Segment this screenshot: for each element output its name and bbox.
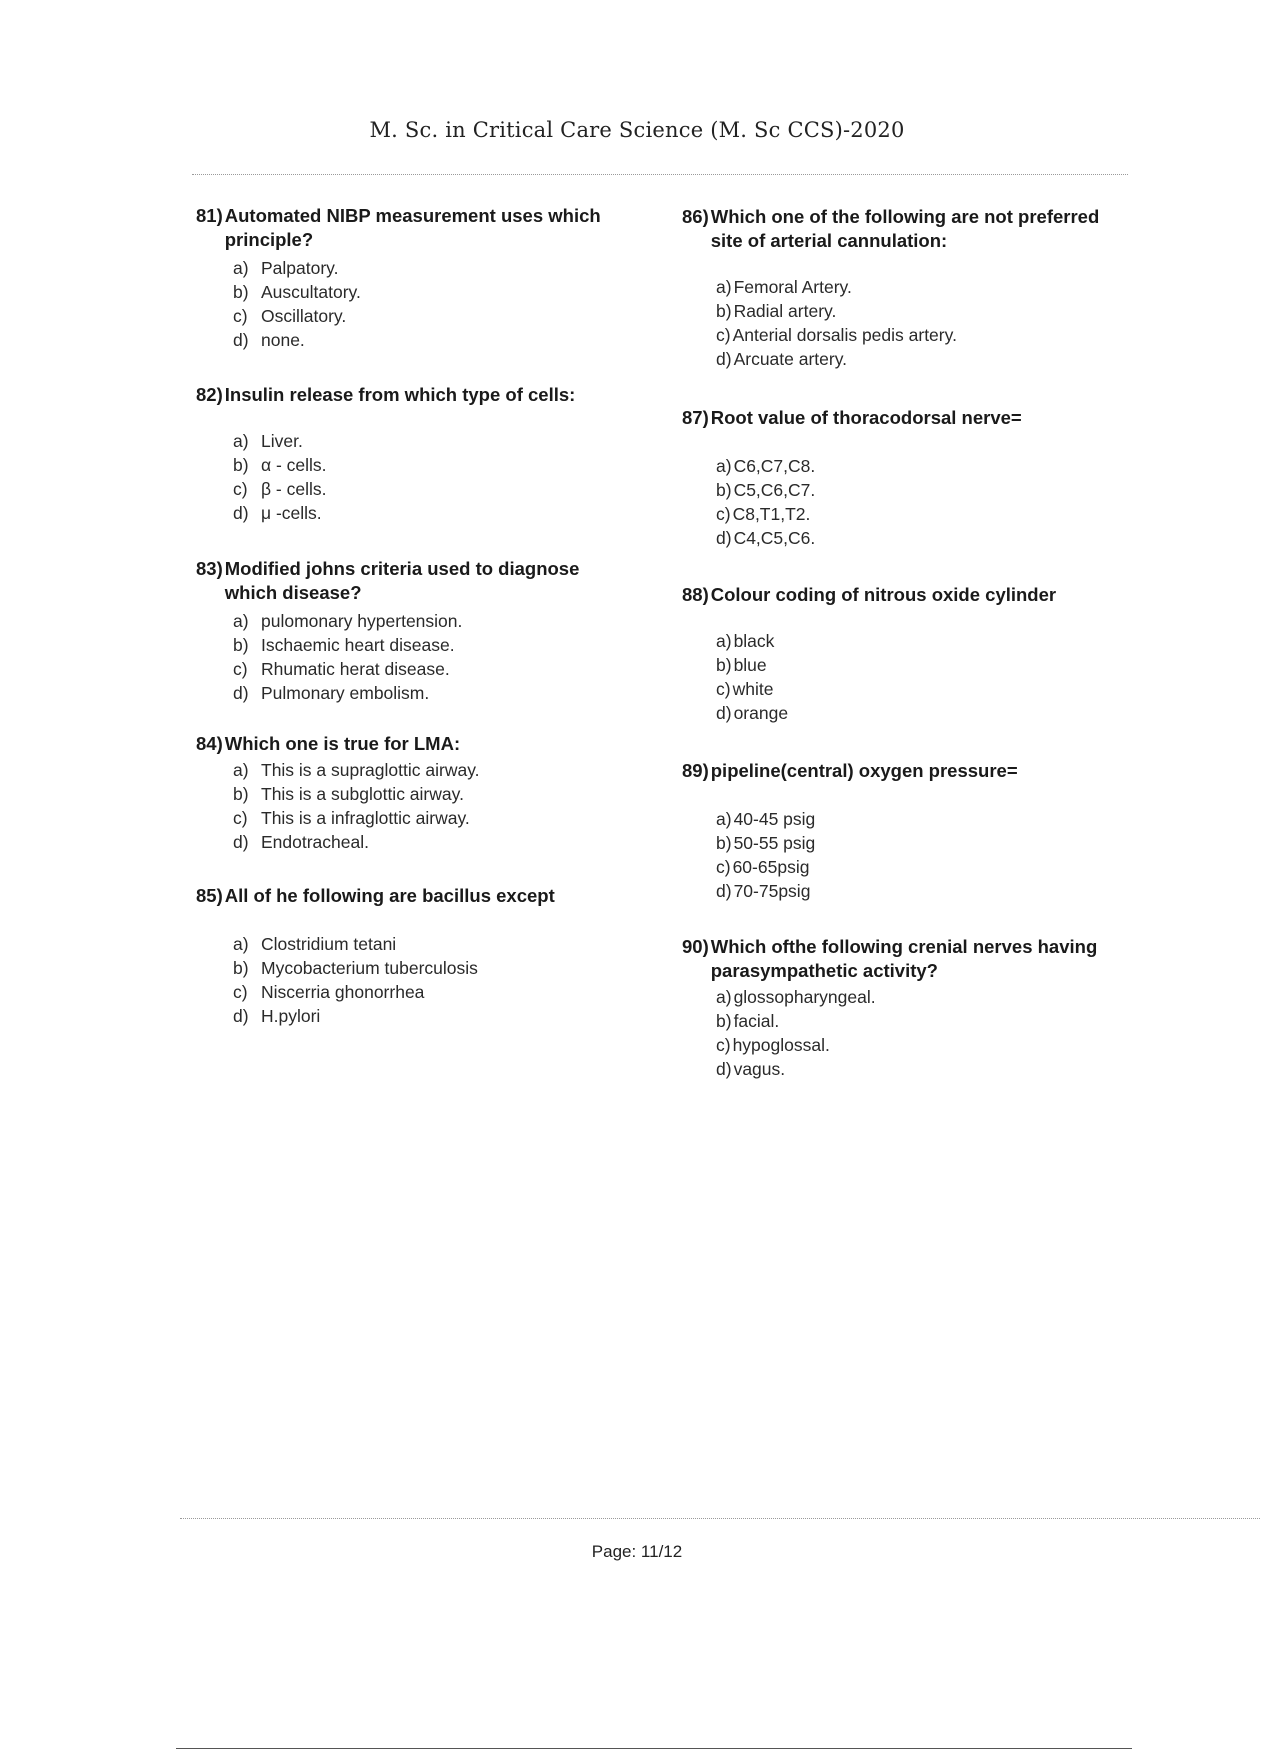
option-b: b) α - cells. (233, 455, 327, 475)
option-b: b) Radial artery. (716, 301, 837, 321)
option-b: b) C5,C6,C7. (716, 480, 816, 500)
option-b: b) 50-55 psig (716, 833, 816, 853)
question-88 (682, 583, 1142, 725)
option-b: b) facial. (716, 1011, 780, 1031)
option-a: a) Clostridium tetani (233, 934, 397, 954)
option-d: d) none. (233, 330, 305, 350)
option-d: d) Pulmonary embolism. (233, 683, 430, 703)
question-number: 84) (196, 733, 223, 754)
question-text: All of he following are bacillus except (224, 885, 555, 906)
option-c: c) Niscerria ghonorrhea (233, 982, 425, 1002)
question-number: 82) (196, 384, 223, 405)
option-d: d) 70-75psig (716, 881, 811, 901)
option-d: d) μ -cells. (233, 503, 322, 523)
question-text: pipeline(central) oxygen pressure= (710, 760, 1018, 781)
question-87 (682, 406, 1142, 550)
option-a: a) Femoral Artery. (716, 277, 852, 297)
option-c: c) β - cells. (233, 479, 327, 499)
option-d: d) orange (716, 703, 789, 723)
option-a: a) pulomonary hypertension. (233, 611, 463, 631)
question-86 (682, 205, 1142, 371)
option-c: c) This is a infraglottic airway. (233, 808, 470, 828)
question-number: 88) (682, 584, 709, 605)
option-d: d) H.pylori (233, 1006, 321, 1026)
option-b: b) Mycobacterium tuberculosis (233, 958, 478, 978)
option-c: c) white (716, 679, 774, 699)
option-a: a) Liver. (233, 431, 303, 451)
option-b: b) Ischaemic heart disease. (233, 635, 455, 655)
question-number: 83) (196, 558, 223, 579)
bottom-edge-line (176, 1748, 1132, 1749)
question-text: Colour coding of nitrous oxide cylinder (710, 584, 1057, 605)
option-c: c) C8,T1,T2. (716, 504, 811, 524)
question-81 (196, 204, 636, 352)
page-title: M. Sc. in Critical Care Science (M. Sc CCS)-2020 (369, 118, 905, 142)
question-84 (196, 732, 636, 854)
question-text: Insulin release from which type of cells: (224, 384, 576, 405)
option-d: d) Arcuate artery. (716, 349, 848, 369)
question-89 (682, 759, 1142, 903)
option-c: c) 60-65psig (716, 857, 810, 877)
question-text: Automated NIBP measurement uses which principle? (224, 205, 601, 250)
question-text: Root value of thoracodorsal nerve= (710, 407, 1022, 428)
option-a: a) C6,C7,C8. (716, 456, 816, 476)
question-text: Modified johns criteria used to diagnose which disease? (224, 558, 580, 603)
option-a: a) glossopharyngeal. (716, 987, 876, 1007)
question-text: Which one is true for LMA: (224, 733, 461, 754)
question-text: Which one of the following are not preferred site of arterial cannulation: (710, 206, 1100, 251)
option-c: c) hypoglossal. (716, 1035, 830, 1055)
question-number: 90) (682, 936, 709, 957)
header-divider (192, 174, 1128, 175)
page-number: Page: 11/12 (591, 1542, 683, 1561)
question-text: Which ofthe following crenial nerves having parasympathetic activity? (710, 936, 1098, 981)
option-d: d) Endotracheal. (233, 832, 369, 852)
question-90 (682, 935, 1142, 1081)
option-a: a) black (716, 631, 775, 651)
question-number: 86) (682, 206, 709, 227)
question-82 (196, 383, 636, 525)
option-a: a) Palpatory. (233, 258, 339, 278)
question-number: 87) (682, 407, 709, 428)
option-c: c) Rhumatic herat disease. (233, 659, 450, 679)
option-b: b) This is a subglottic airway. (233, 784, 464, 804)
option-a: a) This is a supraglottic airway. (233, 760, 480, 780)
question-83 (196, 557, 636, 705)
option-d: d) C4,C5,C6. (716, 528, 816, 548)
question-number: 85) (196, 885, 223, 906)
question-number: 81) (196, 205, 223, 226)
option-a: a) 40-45 psig (716, 809, 816, 829)
question-number: 89) (682, 760, 709, 781)
option-b: b) Auscultatory. (233, 282, 361, 302)
footer-divider (180, 1518, 1260, 1519)
option-d: d) vagus. (716, 1059, 786, 1079)
question-85 (196, 884, 636, 1028)
option-c: c) Anterial dorsalis pedis artery. (716, 325, 957, 345)
option-b: b) blue (716, 655, 767, 675)
option-c: c) Oscillatory. (233, 306, 347, 326)
